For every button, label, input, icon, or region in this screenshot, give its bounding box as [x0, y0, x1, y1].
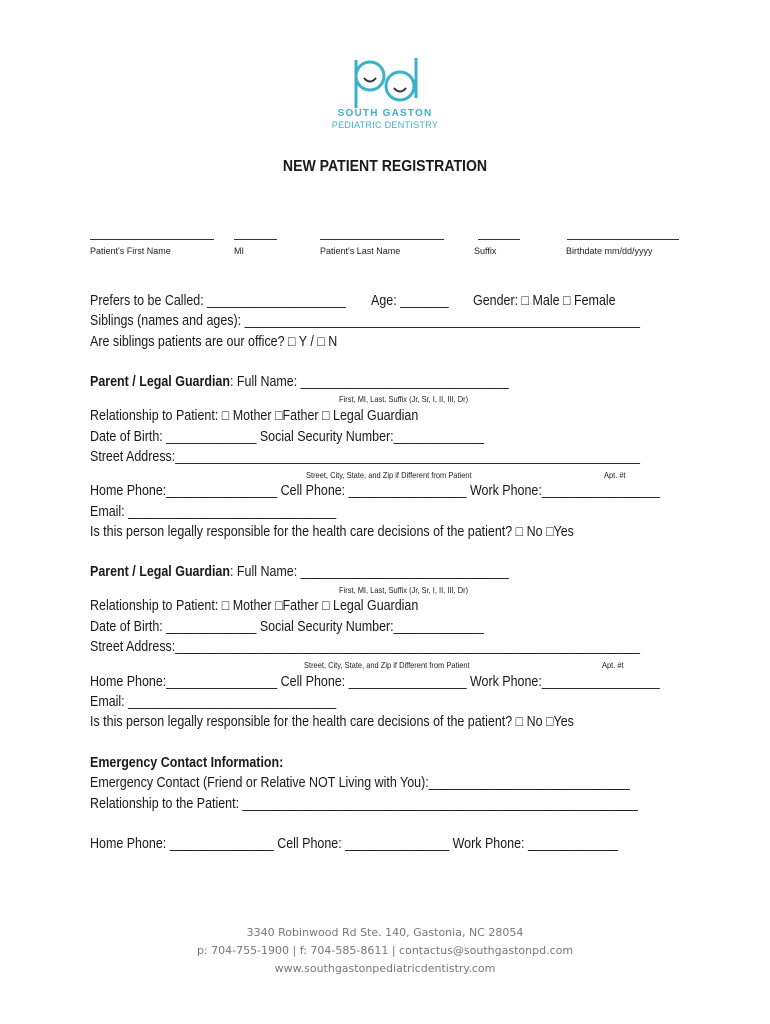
- guardian-2-full-name[interactable]: [90, 564, 509, 580]
- emergency-heading: Emergency Contact Information:: [90, 755, 284, 771]
- prefers-called-field[interactable]: Prefers to be Called: ____________________: [90, 293, 346, 309]
- footer-contact: p: 704-755-1900 | f: 704-585-8611 | contactus@southgastonpd.com: [196, 944, 574, 957]
- siblings-field[interactable]: Siblings (names and ages): _________________________________________________________: [90, 313, 640, 329]
- footer-website[interactable]: www.southgastonpediatricdentistry.com: [274, 962, 496, 975]
- guardian-1-full-name-line: : Full Name: ______________________________: [229, 374, 509, 390]
- age-field[interactable]: Age: _______: [371, 293, 449, 309]
- brand-subtitle: PEDIATRIC DENTISTRY: [331, 120, 439, 130]
- guardian-1-phones[interactable]: Home Phone:________________ Cell Phone: _________________ Work Phone:_________________: [90, 483, 660, 499]
- guardian-2-phones[interactable]: Home Phone:________________ Cell Phone: _________________ Work Phone:_________________: [90, 674, 660, 690]
- suffix-field[interactable]: [478, 239, 520, 240]
- gender-options[interactable]: Gender: □ Male □ Female: [473, 293, 616, 309]
- guardian-2-responsible[interactable]: Is this person legally responsible for the health care decisions of the patient? □ No □Yes: [90, 714, 574, 730]
- footer-address: 3340 Robinwood Rd Ste. 140, Gastonia, NC 28054: [246, 926, 524, 939]
- guardian-1-relationship[interactable]: Relationship to Patient: □ Mother □Father □ Legal Guardian: [90, 408, 419, 424]
- guardian-2-apt-hint: Apt. #t: [602, 660, 624, 670]
- siblings-patients-options[interactable]: Are siblings patients are our office? □ Y / □ N: [90, 334, 338, 350]
- guardian-2-heading: Parent / Legal Guardian: [90, 564, 230, 580]
- guardian-1-street-hint: Street, City, State, and Zip if Different from Patient: [306, 470, 472, 480]
- guardian-2-dob-ssn[interactable]: Date of Birth: _____________ Social Security Number:_____________: [90, 619, 484, 635]
- page-title: NEW PATIENT REGISTRATION: [282, 158, 488, 175]
- guardian-2-full-name-line: : Full Name: ______________________________: [229, 564, 509, 580]
- birthdate-label: Birthdate mm/dd/yyyy: [566, 246, 653, 256]
- guardian-2-email[interactable]: Email: ______________________________: [90, 694, 337, 710]
- guardian-1-responsible[interactable]: Is this person legally responsible for the health care decisions of the patient? □ No □Yes: [90, 524, 574, 540]
- guardian-2-relationship[interactable]: Relationship to Patient: □ Mother □Father □ Legal Guardian: [90, 598, 419, 614]
- guardian-1-apt-hint: Apt. #t: [604, 470, 626, 480]
- emergency-relationship-field[interactable]: Relationship to the Patient: _________________________________________________________: [90, 796, 638, 812]
- guardian-1-email[interactable]: Email: ______________________________: [90, 504, 337, 520]
- guardian-2-street-hint: Street, City, State, and Zip if Different from Patient: [304, 660, 470, 670]
- emergency-phones[interactable]: Home Phone: _______________ Cell Phone: _______________ Work Phone: _____________: [90, 836, 619, 852]
- guardian-2-name-hint: First, MI, Last, Suffix (Jr, Sr, I, II, III, Dr): [339, 585, 469, 595]
- guardian-1-dob-ssn[interactable]: Date of Birth: _____________ Social Security Number:_____________: [90, 429, 484, 445]
- suffix-label: Suffix: [474, 246, 497, 256]
- guardian-1-heading: Parent / Legal Guardian: [90, 374, 230, 390]
- last-name-label: Patient's Last Name: [320, 246, 401, 256]
- guardian-1-full-name[interactable]: [90, 374, 509, 390]
- last-name-field[interactable]: [320, 239, 444, 240]
- emergency-contact-field[interactable]: Emergency Contact (Friend or Relative NOT Living with You):_____________________________: [90, 775, 630, 791]
- guardian-2-street[interactable]: Street Address:___________________________________________________________________: [90, 639, 640, 655]
- brand-name: SOUTH GASTON: [337, 108, 433, 119]
- guardian-1-name-hint: First, MI, Last, Suffix (Jr, Sr, I, II, III, Dr): [339, 394, 469, 404]
- first-name-field[interactable]: [90, 239, 214, 240]
- first-name-label: Patient's First Name: [90, 246, 171, 256]
- birthdate-field[interactable]: [567, 239, 679, 240]
- guardian-1-street[interactable]: Street Address:___________________________________________________________________: [90, 449, 640, 465]
- mi-field[interactable]: [234, 239, 277, 240]
- mi-label: MI: [234, 246, 244, 256]
